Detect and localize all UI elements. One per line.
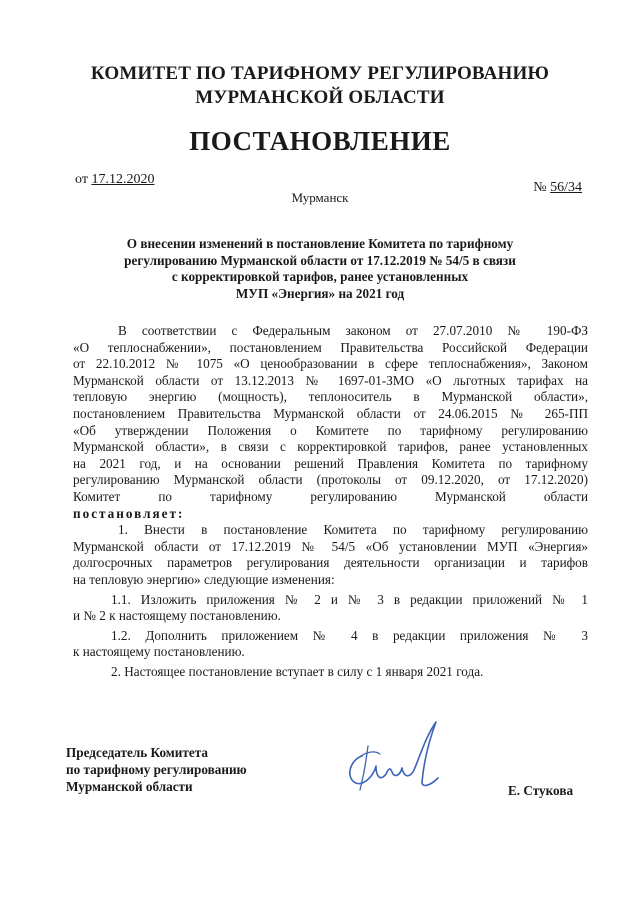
body-line: 1.1. Изложить приложения № 2 и № 3 в редакции приложений № 1 [111,591,588,607]
item-1 [73,522,588,588]
date-prefix: от [75,172,88,187]
committee-name-line1: КОМИТЕТ ПО ТАРИФНОМУ РЕГУЛИРОВАНИЮ [90,63,550,84]
preamble-paragraph [73,323,588,522]
body-line: Комитет по тарифному регулированию Мурманской области [73,488,588,504]
handwritten-signature [340,716,450,796]
city: Мурманск [291,190,349,205]
body-line: «О теплоснабжении», постановлением Правительства Российской Федерации [73,339,588,355]
number-value: 56/34 [550,180,582,195]
body-line: Мурманской области от 13.12.2013 № 1697-01-ЗМО «О льготных тарифах на [73,372,588,388]
body-line: на 2021 год, и на основании решений Правления Комитета по тарифному [73,455,588,471]
date-value: 17.12.2020 [91,172,155,187]
item-1-1 [73,592,588,625]
body-line: от 22.10.2012 № 1075 «О ценообразовании в сфере теплоснабжения», Законом [73,356,588,372]
body-line: 1. Внести в постановление Комитета по тарифному регулированию [118,522,588,538]
body-line: 2. Настоящее постановление вступает в силу с 1 января 2021 года. [111,663,484,679]
body-line: Мурманской области от 17.12.2019 № 54/5 «Об установлении МУП «Энергия» [73,538,588,554]
subject-line: регулированию Мурманской области от 17.12.2019 № 54/5 в связи [124,252,516,268]
document-body [73,323,588,680]
item-2 [73,664,588,681]
signatory-name: Е. Стукова [508,783,574,798]
body-line: к настоящему постановлению. [73,644,245,660]
subject-line: с корректировкой тарифов, ранее установленных [171,269,469,284]
resolves-keyword: постановляет: [73,505,185,521]
body-line: на тепловую энергию» следующие изменения: [73,571,335,587]
body-line: Мурманской области», в связи с корректировкой тарифов, ранее установленных [73,439,588,455]
body-line: долгосрочных параметров регулирования деятельности организации и тарифов [73,555,588,571]
body-line: и № 2 к настоящему постановлению. [73,608,281,624]
body-line: В соответствии с Федеральным законом от 27.07.2010 № 190-ФЗ [118,323,588,338]
document-subject [70,236,570,302]
body-line: тепловую энергию (мощность), теплоноситель в Мурманской области», [73,389,588,405]
subject-line: О внесении изменений в постановление Комитета по тарифному [126,236,514,251]
signatory-position [66,744,247,795]
body-line: 1.2. Дополнить приложением № 4 в редакции приложения № 3 [111,627,588,643]
item-1-2 [73,628,588,661]
subject-line: МУП «Энергия» на 2021 год [235,285,405,301]
body-line: «Об утверждении Положения о Комитете по тарифному регулированию [73,422,588,438]
number-prefix: № [533,180,547,195]
document-date [75,172,154,188]
signatory-line: по тарифному регулированию [66,762,247,777]
committee-name-line2: МУРМАНСКОЙ ОБЛАСТИ [195,87,445,108]
signatory-line: Председатель Комитета [66,745,208,760]
document-type-title: ПОСТАНОВЛЕНИЕ [189,126,451,156]
signatory-line: Мурманской области [66,779,193,794]
body-line: регулированию Мурманской области (протоколы от 09.12.2020, от 17.12.2020) [73,472,588,488]
body-line: постановлением Правительства Мурманской области от 24.06.2015 № 265-ПП [73,405,588,421]
